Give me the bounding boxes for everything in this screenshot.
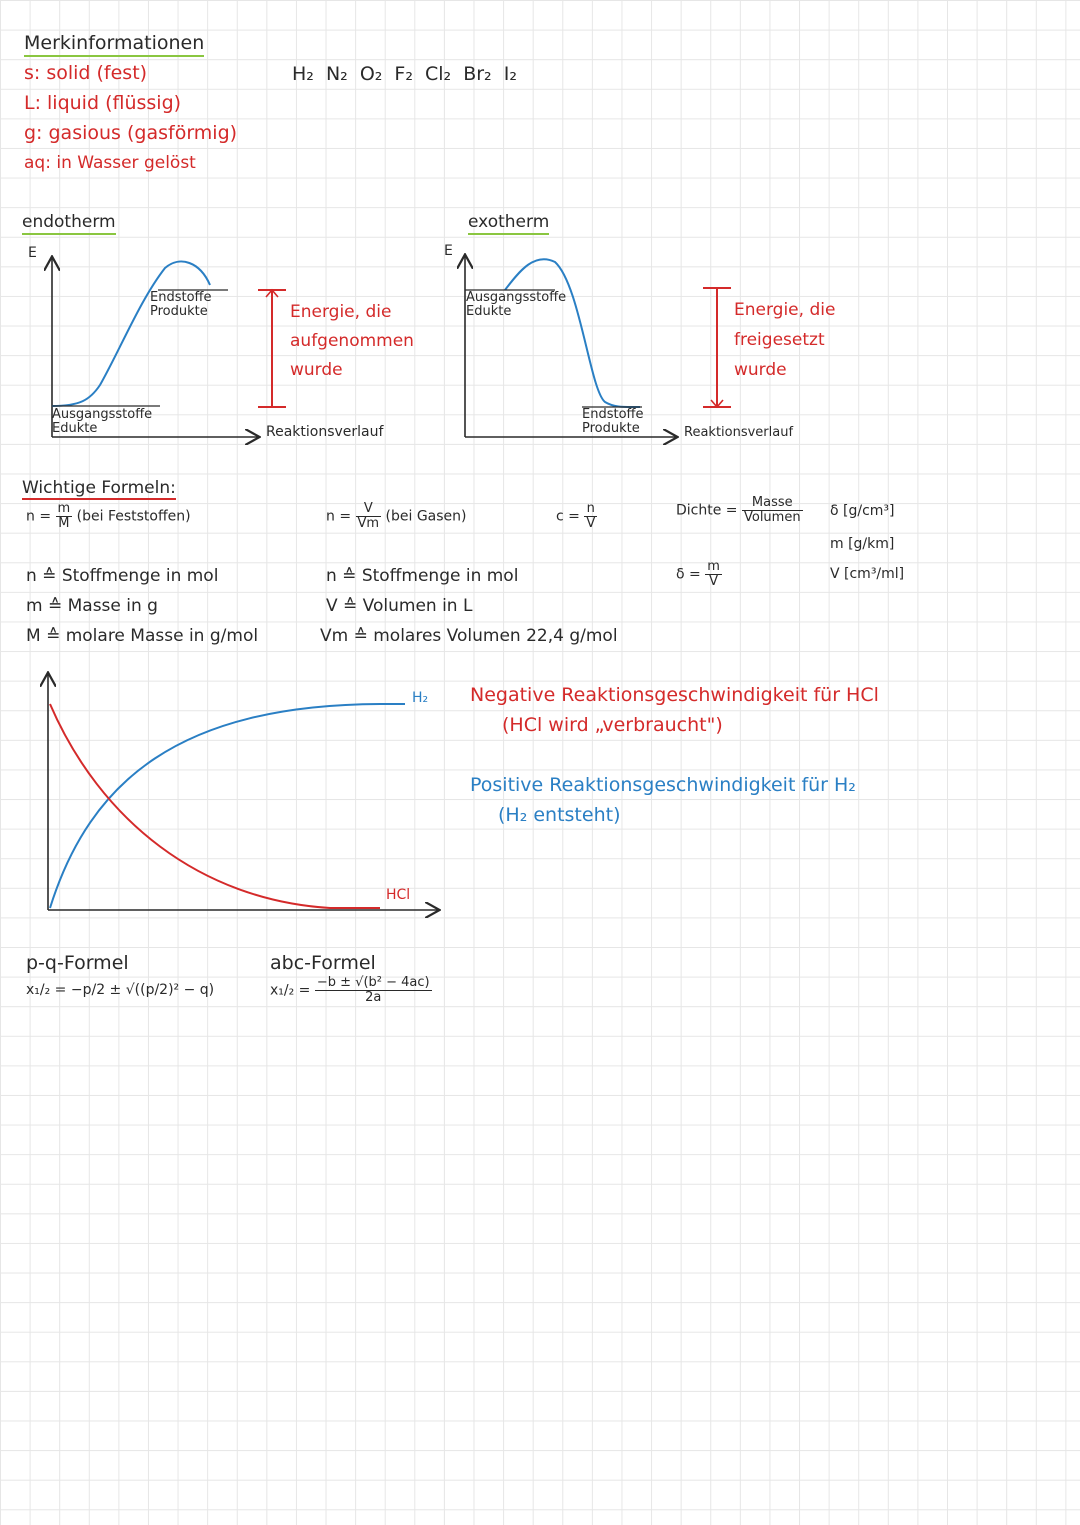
rate-label-h2: H₂: [412, 690, 429, 706]
diatomic-molecules: H₂ N₂ O₂ F₂ Cl₂ Br₂ I₂: [292, 63, 517, 85]
pq-heading: p-q-Formel: [26, 952, 129, 974]
exo-axis-e: E: [444, 243, 453, 259]
rate-positive-text: Positive Reaktionsgeschwindigkeit für H₂: [470, 774, 856, 796]
merk-item-gas: g: gasious (gasförmig): [24, 122, 238, 144]
exo-axis-x-label: Reaktionsverlauf: [684, 425, 794, 440]
abc-heading: abc-Formel: [270, 952, 376, 974]
merk-item-solid: s: solid (fest): [24, 62, 148, 84]
legend-n: n ≙ Stoffmenge in mol: [26, 566, 219, 586]
endo-educts-label-2: Edukte: [52, 421, 98, 436]
exo-products-label-2: Produkte: [582, 421, 640, 436]
unit-volume: V [cm³/ml]: [830, 566, 905, 582]
formula-rho: δ = $\frac{m}{V}$: [676, 559, 720, 589]
merk-heading: Merkinformationen: [24, 32, 204, 57]
endo-educts-label-1: Ausgangsstoffe: [52, 407, 153, 422]
merk-item-liquid: L: liquid (flüssig): [24, 92, 182, 114]
rate-negative-text: Negative Reaktionsgeschwindigkeit für HCl: [470, 684, 879, 706]
merk-item-aq: aq: in Wasser gelöst: [24, 153, 196, 173]
endo-energy-text-3: wurde: [290, 360, 343, 380]
exo-educts-label-2: Edukte: [466, 304, 512, 319]
exo-energy-text-1: Energie, die: [734, 300, 836, 320]
endo-energy-bracket: [258, 290, 286, 407]
endo-curve: [52, 262, 210, 406]
hcl-curve: [50, 704, 380, 908]
exo-curve: [505, 259, 640, 407]
legend-M: M ≙ molare Masse in g/mol: [26, 626, 259, 646]
abc-formula: x₁/₂ = $\frac{\text{−b ± √(b² − 4ac)}}{2a}$: [270, 975, 430, 1005]
endo-axis-e: E: [28, 245, 37, 261]
rate-label-hcl: HCl: [386, 887, 411, 903]
h2-curve: [50, 704, 405, 908]
formula-n-gas: n = $\frac{V}{Vm}$ (bei Gasen): [326, 501, 467, 531]
unit-mass: m [g/km]: [830, 536, 895, 552]
exotherm-heading: exotherm: [468, 212, 549, 235]
formula-dichte: Dichte = $\frac{\text{Masse}}{\text{Volumen}}$: [676, 495, 801, 525]
endotherm-heading: endotherm: [22, 212, 116, 235]
legend-gas-vm: Vm ≙ molares Volumen 22,4 g/mol: [320, 626, 618, 646]
formula-c: c = $\frac{n}{V}$: [556, 501, 596, 531]
rate-positive-note: (H₂ entsteht): [498, 804, 621, 826]
rate-negative-note: (HCl wird „verbraucht"): [502, 714, 723, 736]
legend-m: m ≙ Masse in g: [26, 596, 158, 616]
rate-diagram: [48, 674, 438, 910]
formeln-heading: Wichtige Formeln:: [22, 478, 176, 498]
endo-energy-text-2: aufgenommen: [290, 331, 414, 351]
unit-density: δ [g/cm³]: [830, 503, 895, 519]
legend-gas-n: n ≙ Stoffmenge in mol: [326, 566, 519, 586]
legend-gas-v: V ≙ Volumen in L: [326, 596, 473, 616]
endo-products-label-2: Produkte: [150, 304, 208, 319]
endo-energy-text-1: Energie, die: [290, 302, 392, 322]
endo-products-label-1: Endstoffe: [150, 290, 212, 305]
exo-energy-text-2: freigesetzt: [734, 330, 825, 350]
exo-energy-text-3: wurde: [734, 360, 787, 380]
endo-axis-x-label: Reaktionsverlauf: [266, 424, 384, 440]
pq-formula: x₁/₂ = −p/2 ± √((p/2)² − q): [26, 982, 215, 998]
formula-n-solid: n = $\frac{m}{M}$ (bei Feststoffen): [26, 501, 191, 531]
exo-energy-bracket: [703, 288, 731, 407]
exo-products-label-1: Endstoffe: [582, 407, 644, 422]
exo-educts-label-1: Ausgangsstoffe: [466, 290, 567, 305]
